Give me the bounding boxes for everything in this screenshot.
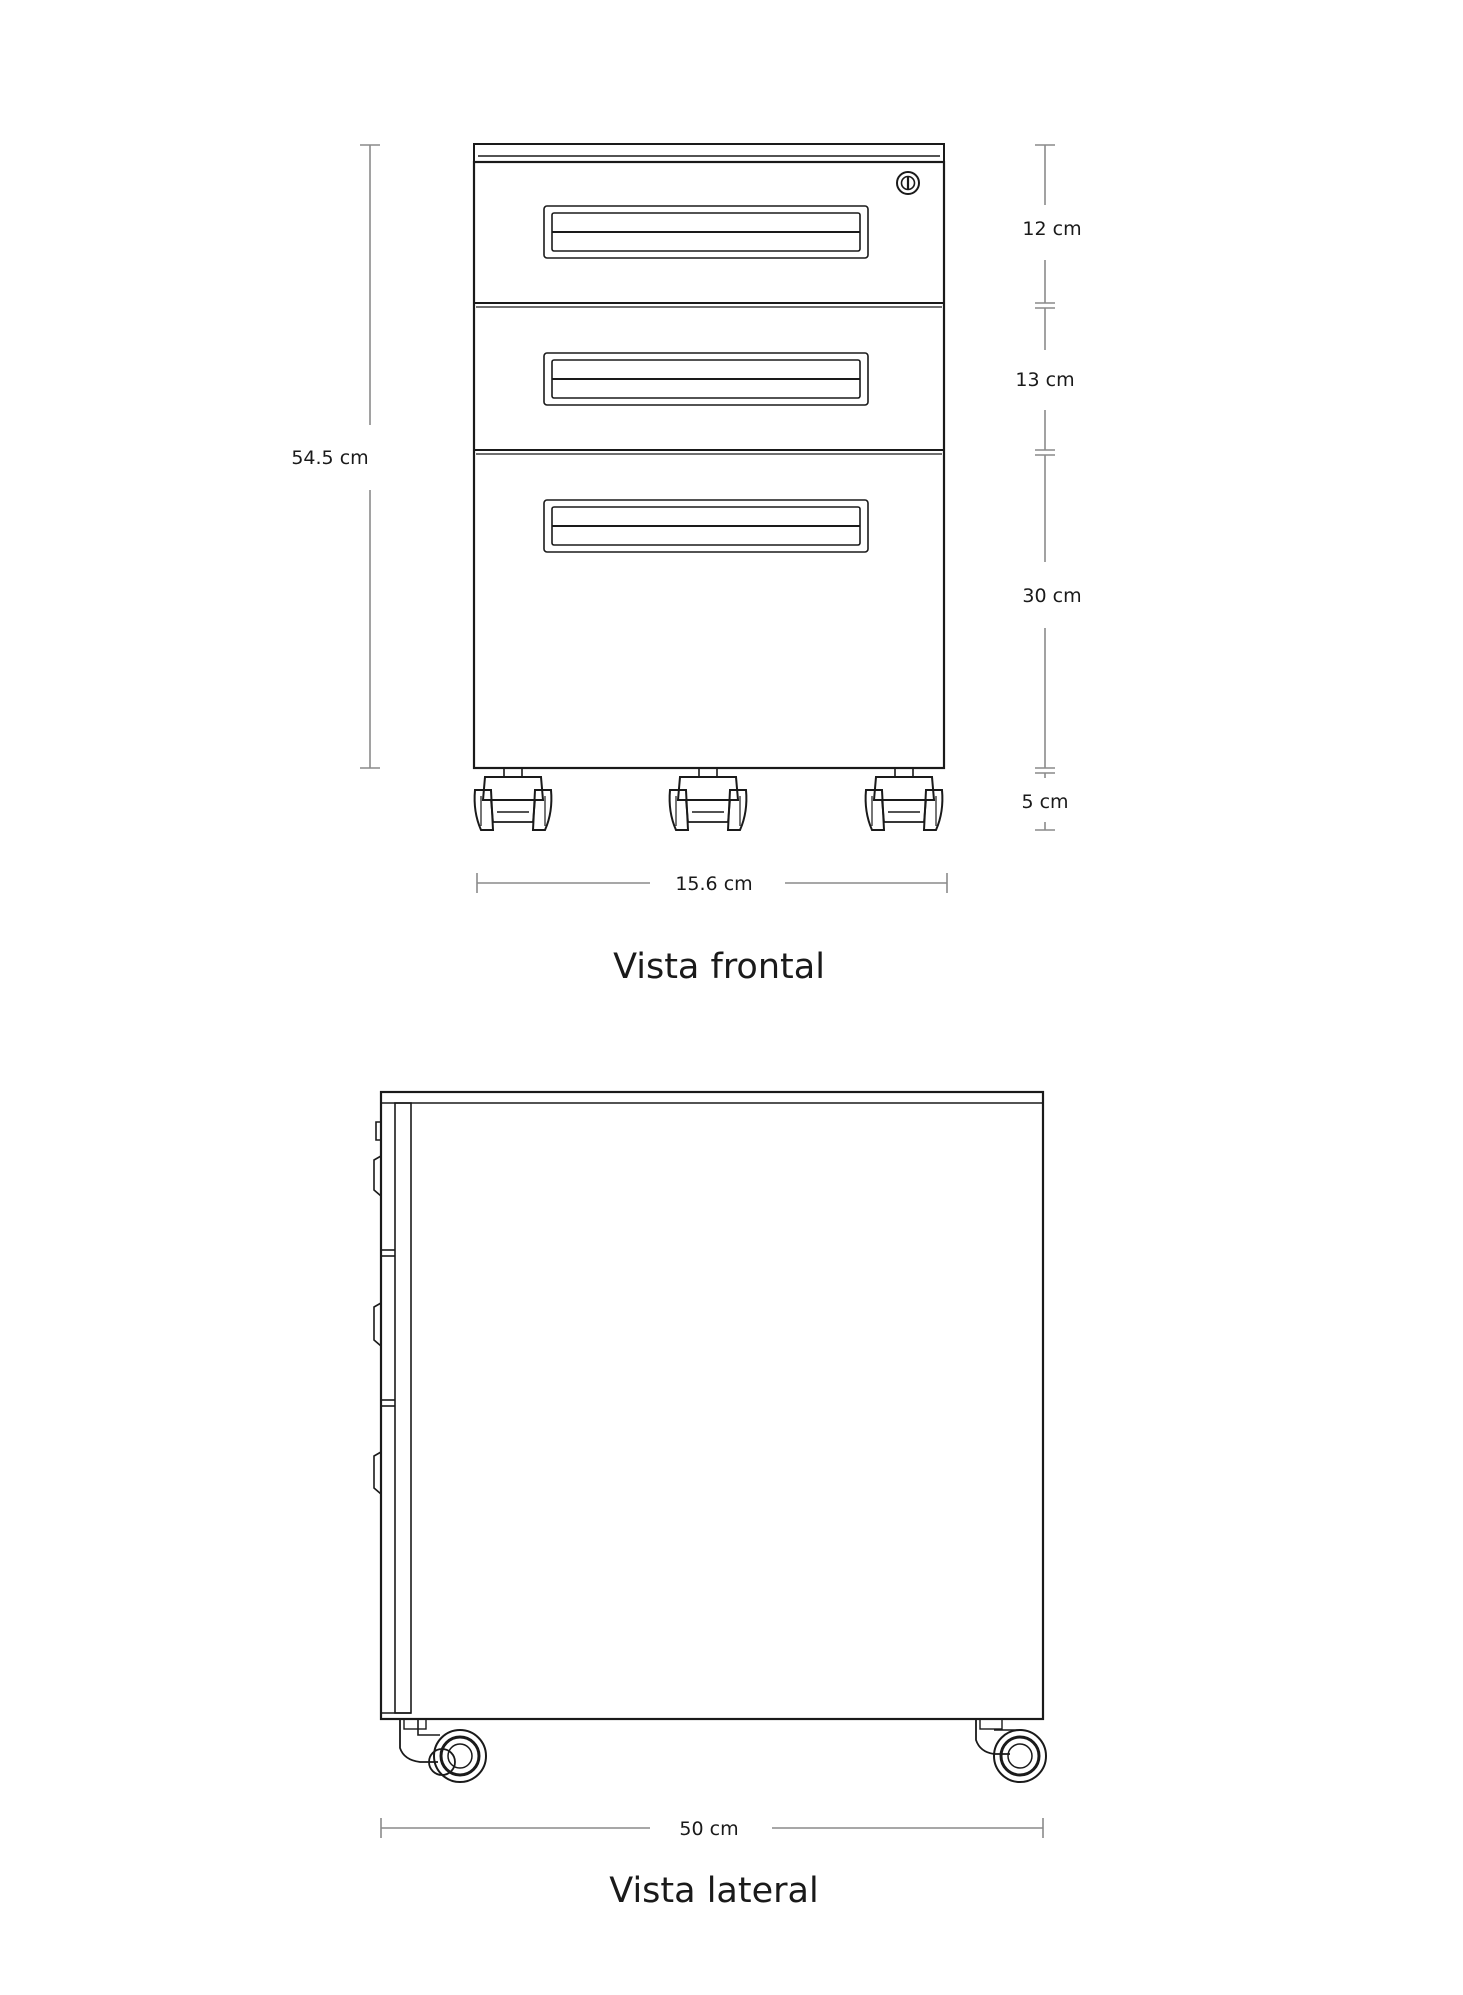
lock-icon xyxy=(897,172,919,194)
front-view-caption: Vista frontal xyxy=(613,947,825,987)
drawer-2 xyxy=(474,353,944,454)
side-caster-front xyxy=(400,1719,486,1782)
depth-label: 50 cm xyxy=(679,1818,739,1840)
drawer2-height-label: 13 cm xyxy=(1015,369,1075,391)
front-caster-middle xyxy=(670,768,747,830)
dimension-total-height xyxy=(291,145,380,768)
drawer1-height-label: 12 cm xyxy=(1022,218,1082,240)
dimension-front-width xyxy=(477,873,947,895)
front-caster-left xyxy=(475,768,552,830)
side-caster-rear xyxy=(976,1719,1046,1782)
front-view-cabinet xyxy=(474,144,944,830)
dimension-side-depth xyxy=(381,1818,1043,1840)
side-view-caption: Vista lateral xyxy=(609,1871,819,1911)
side-view-cabinet xyxy=(374,1092,1043,1719)
width-label: 15.6 cm xyxy=(675,873,753,895)
front-caster-right xyxy=(866,768,943,830)
dimension-drawer-heights xyxy=(1015,145,1081,830)
casters-height-label: 5 cm xyxy=(1021,791,1069,813)
drawer3-height-label: 30 cm xyxy=(1022,585,1082,607)
drawer-3 xyxy=(544,500,868,552)
total-height-label: 54.5 cm xyxy=(291,447,369,469)
drawer-1 xyxy=(474,172,944,307)
